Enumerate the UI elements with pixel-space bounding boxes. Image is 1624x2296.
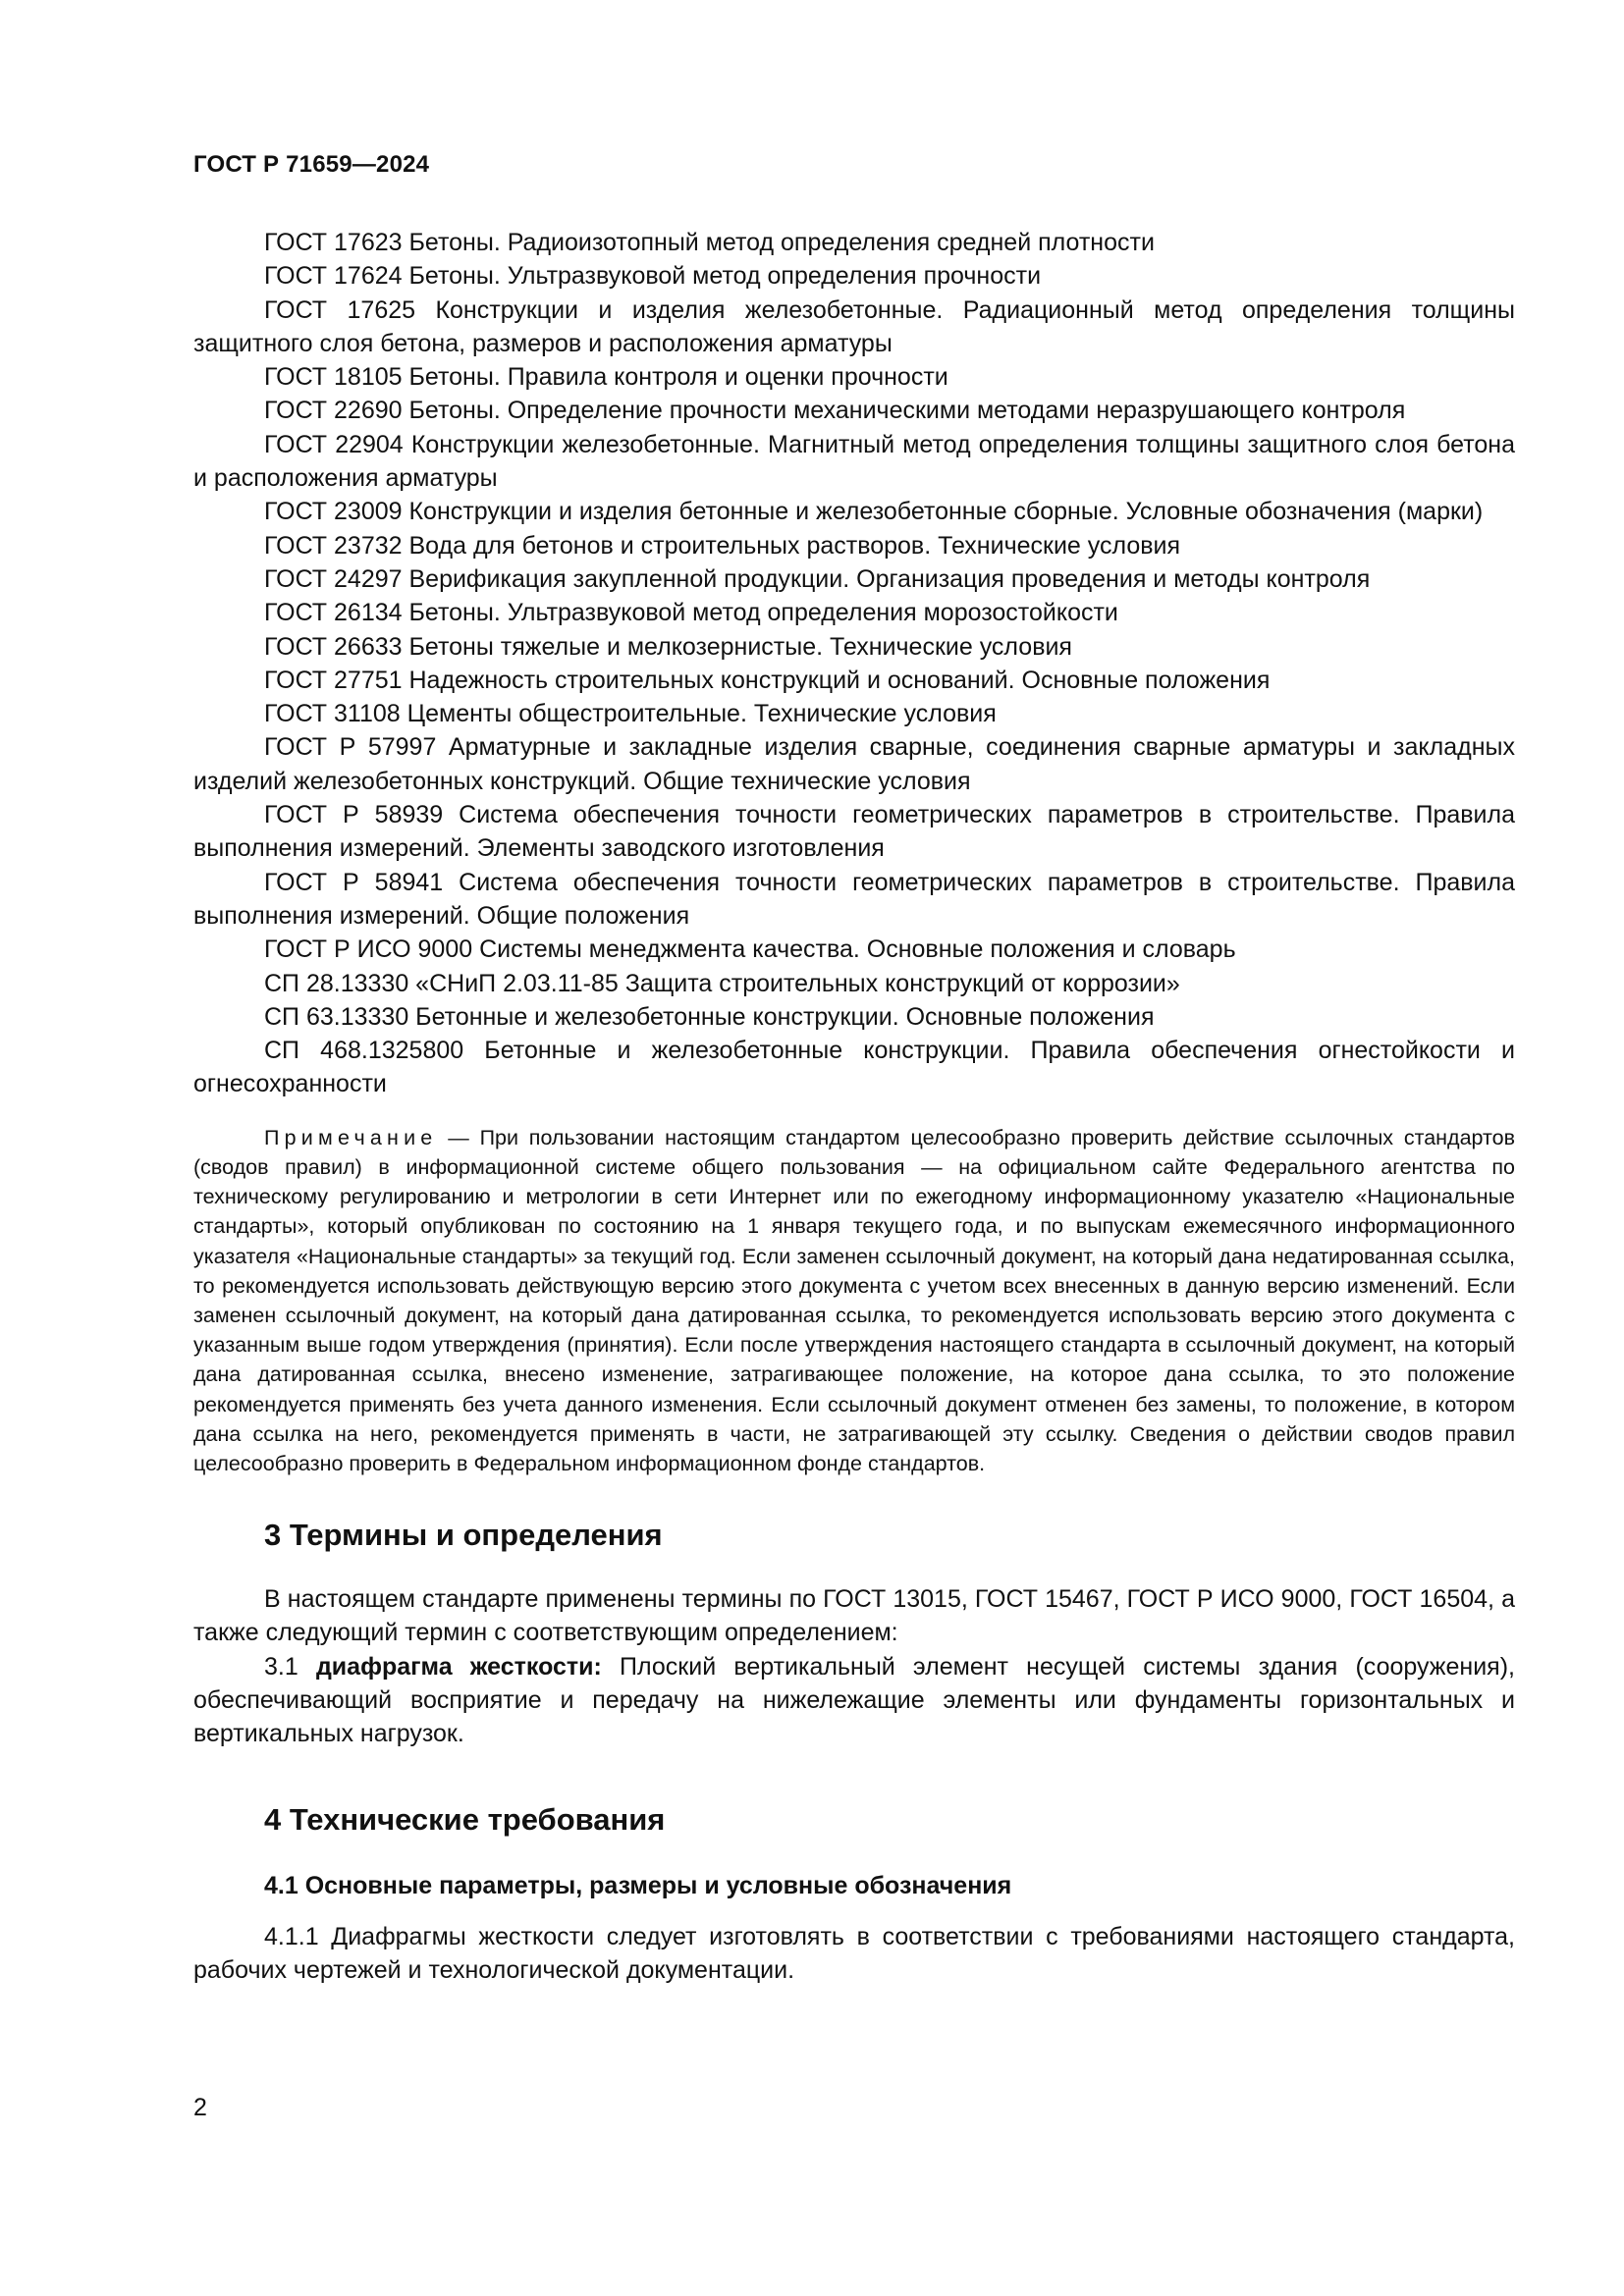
normative-references-list	[193, 226, 1515, 1101]
term-number: 3.1	[264, 1652, 316, 1681]
note-label: Примечание	[264, 1125, 438, 1149]
term-name: диафрагма жесткости:	[315, 1652, 602, 1681]
term-definition-3-1	[193, 1650, 1515, 1751]
reference-item: ГОСТ 24297 Верификация закупленной продукции. Организация проведения и методы контроля	[264, 564, 1371, 593]
reference-item: ГОСТ 17623 Бетоны. Радиоизотопный метод определения средней плотности	[264, 229, 1155, 256]
reference-item: СП 468.1325800 Бетонные и железобетонные конструкции. Правила обеспечения огнестойкости и огнесохранности	[193, 1037, 1515, 1098]
reference-item: ГОСТ Р 58941 Система обеспечения точности геометрических параметров в строительстве. Правила выполнения измерений. Общие положения	[193, 868, 1515, 930]
reference-item: ГОСТ 22904 Конструкции железобетонные. Магнитный метод определения толщины защитного слоя бетона и расположения арматуры	[193, 430, 1515, 493]
reference-item: ГОСТ 23009 Конструкции и изделия бетонные и железобетонные сборные. Условные обозначения (марки)	[264, 498, 1484, 526]
reference-item: ГОСТ 18105 Бетоны. Правила контроля и оценки прочности	[264, 363, 948, 392]
reference-item: ГОСТ 17625 Конструкции и изделия железобетонные. Радиационный метод определения толщины защитного слоя бетона, размеров и расположения арматуры	[193, 295, 1515, 357]
subsection-4-1-title: 4.1 Основные параметры, размеры и условные обозначения	[264, 1871, 1012, 1899]
reference-item: СП 28.13330 «СНиП 2.03.11-85 Защита строительных конструкций от коррозии»	[264, 969, 1180, 997]
page-number: 2	[193, 2094, 207, 2121]
reference-item: ГОСТ Р 58939 Система обеспечения точности геометрических параметров в строительстве. Правила выполнения измерений. Элементы заводского изготовления	[193, 801, 1515, 863]
reference-item: ГОСТ 26134 Бетоны. Ультразвуковой метод определения морозостойкости	[264, 599, 1118, 627]
reference-item: ГОСТ 17624 Бетоны. Ультразвуковой метод определения прочности	[264, 262, 1042, 291]
subsection-4-1-body	[193, 1920, 1515, 1988]
reference-item: ГОСТ 26633 Бетоны тяжелые и мелкозернистые. Технические условия	[264, 632, 1072, 661]
section-3-intro: В настоящем стандарте применены термины по ГОСТ 13015, ГОСТ 15467, ГОСТ Р ИСО 9000, ГОСТ 16504, а также следующий термин с соответствующим определением:	[193, 1585, 1515, 1647]
reference-item: СП 63.13330 Бетонные и железобетонные конструкции. Основные положения	[264, 1002, 1155, 1031]
reference-item: ГОСТ 23732 Вода для бетонов и строительных растворов. Технические условия	[264, 531, 1181, 560]
reference-item: ГОСТ 27751 Надежность строительных конструкций и оснований. Основные положения	[264, 666, 1271, 694]
note-text: — При пользовании настоящим стандартом целесообразно проверить действие ссылочных стандартов (сводов правил) в информационной системе общего пользования — на официальном сайте Федерального агентства по техническому регулированию и метрологии в сети Интернет или по ежегодному информационному указателю «Национальные стандарты», который опубликован по состоянию на 1 января текущего года, и по выпускам ежемесячного информационного указателя «Национальные стандарты» за текущий год. Если заменен ссылочный документ, на который дана недатированная ссылка, то рекомендуется использовать действующую версию этого документа с учетом всех внесенных в данную версию изменений. Если заменен ссылочный документ, на который дана датированная ссылка, то рекомендуется использовать версию этого документа с указанным выше годом утверждения (принятия). Если после утверждения настоящего стандарта в ссылочный документ, на который дана датированная ссылка, внесено изменение, затрагивающее положение, на которое дана ссылка, то это положение рекомендуется применять без учета данного изменения. Если ссылочный документ отменен без замены, то положение, в котором дана ссылка на него, рекомендуется применять в части, не затрагивающей эту ссылку. Сведения о действии сводов правил целесообразно проверить в Федеральном информационном фонде стандартов.	[193, 1125, 1515, 1475]
page-content	[193, 226, 1515, 1987]
reference-item: ГОСТ 22690 Бетоны. Определение прочности механическими методами неразрушающего контроля	[264, 397, 1406, 425]
references-note	[193, 1123, 1515, 1478]
section-3-title: 3 Термины и определения	[264, 1518, 663, 1553]
term-definition-text: Плоский вертикальный элемент несущей системы здания (сооружения), обеспечивающий восприятие и передачу на нижележащие элементы или фундаменты горизонтальных и вертикальных нагрузок.	[193, 1652, 1515, 1748]
paragraph-4-1-1: 4.1.1 Диафрагмы жесткости следует изготовлять в соответствии с требованиями настоящего стандарта, рабочих чертежей и технологической документации.	[193, 1922, 1515, 1984]
reference-item: ГОСТ Р 57997 Арматурные и закладные изделия сварные, соединения сварные арматуры и закладных изделий железобетонных конструкций. Общие технические условия	[193, 733, 1515, 795]
document-header: ГОСТ Р 71659—2024	[193, 151, 430, 178]
section-4-title: 4 Технические требования	[264, 1801, 666, 1837]
reference-item: ГОСТ Р ИСО 9000 Системы менеджмента качества. Основные положения и словарь	[264, 935, 1236, 964]
reference-item: ГОСТ 31108 Цементы общестроительные. Технические условия	[264, 700, 997, 728]
section-3-body	[193, 1582, 1515, 1750]
